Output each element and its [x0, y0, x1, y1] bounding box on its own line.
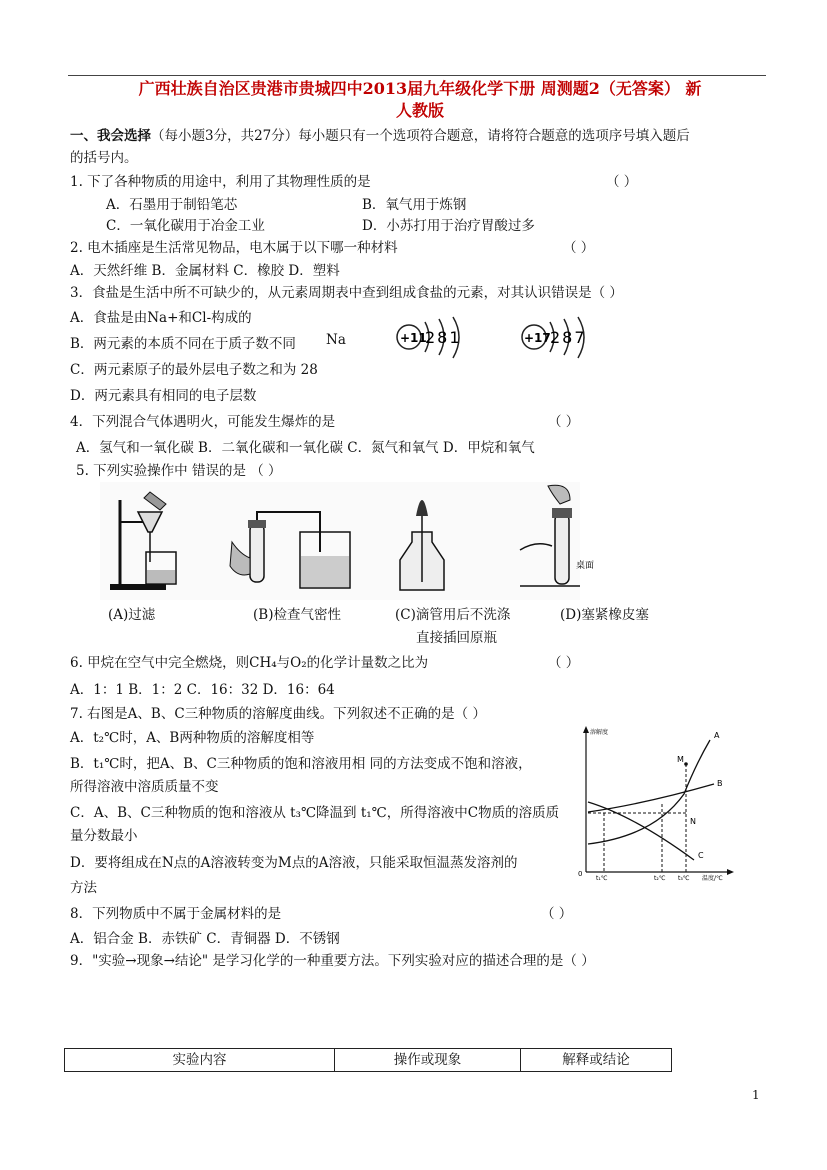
- curve-a-label: A: [714, 731, 720, 740]
- document-title: [70, 78, 770, 122]
- point-n-label: N: [690, 817, 696, 826]
- page-number: 1: [752, 1088, 760, 1102]
- q7-option-c: C．A、B、C三种物质的饱和溶液从 t₃℃降温到 t₁℃，所得溶液中C物质的溶质质: [70, 805, 560, 821]
- sodium-atom-diagram: [395, 316, 475, 360]
- q6-answer-paren: （ ）: [548, 655, 580, 671]
- q1-option-d: D．小苏打用于治疗胃酸过多: [362, 218, 535, 234]
- q1-option-c: C．一氧化碳用于冶金工业: [106, 218, 265, 234]
- point-m-label: M: [677, 755, 684, 764]
- q1-stem: 1. 下了各种物质的用途中，利用了其物理性质的是: [70, 174, 371, 190]
- q7-option-b-cont: 所得溶液中溶质质量不变: [70, 779, 219, 795]
- point-m-marker: [684, 762, 688, 766]
- lab-operations-figure: [100, 482, 595, 600]
- q3-na-label: Na: [326, 332, 346, 348]
- sodium-electron-counts: 281: [425, 328, 462, 347]
- q7-option-d: D．要将组成在N点的A溶液转变为M点的A溶液，只能采取恒温蒸发溶剂的: [70, 855, 518, 871]
- q5-caption-d: (D)塞紧橡皮塞: [560, 607, 649, 623]
- t2-tick-label: t₂℃: [654, 875, 666, 882]
- sodium-nucleus-label: +11: [400, 331, 427, 345]
- section-instructions-cont: 的括号内。: [70, 150, 138, 166]
- q3-stem: 3．食盐是生活中所不可缺少的，从元素周期表中查到组成食盐的元素，对其认识错误是（ ）: [70, 285, 623, 301]
- q5-caption-c: (C)滴管用后不洗涤: [395, 607, 511, 623]
- q2-stem: 2. 电木插座是生活常见物品，电木属于以下哪一种材料: [70, 240, 398, 256]
- header-rule: [68, 75, 766, 76]
- t1-tick-label: t₁℃: [596, 875, 608, 882]
- q9-stem: 9．"实验→现象→结论" 是学习化学的一种重要方法。下列实验对应的描述合理的是（ ）: [70, 953, 595, 969]
- q1-answer-paren: （ ）: [606, 174, 638, 190]
- table-header-operation: 操作或现象: [335, 1049, 521, 1071]
- desk-label: 桌面: [576, 561, 595, 571]
- q9-table: [64, 1048, 672, 1072]
- q8-answer-paren: （ ）: [541, 906, 573, 922]
- q4-answer-paren: （ ）: [548, 414, 580, 430]
- section-heading-line: [70, 124, 690, 144]
- q4-stem: 4．下列混合气体遇明火，可能发生爆炸的是: [70, 414, 336, 430]
- chlorine-electron-counts: 287: [550, 328, 587, 347]
- curve-a: [588, 740, 710, 844]
- q7-option-a: A．t₂℃时，A、B两种物质的溶解度相等: [70, 730, 315, 746]
- table-header-conclusion: 解释或结论: [562, 1052, 630, 1068]
- chlorine-nucleus-label: +17: [524, 331, 551, 345]
- section-instructions: （每小题3分，共27分）每小题只有一个选项符合题意，请将符合题意的选项序号填入题后: [151, 128, 690, 144]
- graph-origin-label: 0: [578, 870, 583, 878]
- q5-caption-a: (A)过滤: [108, 607, 156, 623]
- graph-y-label: 溶解度: [590, 729, 609, 736]
- solubility-curve-graph: [574, 724, 736, 880]
- q1-option-a: A．石墨用于制铅笔芯: [106, 197, 238, 213]
- q8-options: A．铝合金 B．赤铁矿 C．青铜器 D．不锈钢: [70, 931, 340, 947]
- q6-options: A．1：1 B．1：2 C．16：32 D．16：64: [70, 682, 335, 698]
- chlorine-atom-diagram: [520, 316, 600, 360]
- q3-option-a: A．食盐是由Na+和Cl-构成的: [70, 310, 252, 326]
- q7-option-d-cont: 方法: [70, 880, 97, 896]
- q5-caption-b: (B)检查气密性: [253, 607, 341, 623]
- q3-option-d: D．两元素具有相同的电子层数: [70, 388, 257, 404]
- q7-option-c-cont: 量分数最小: [70, 828, 138, 844]
- curve-b: [588, 784, 714, 812]
- curve-b-label: B: [717, 779, 723, 788]
- graph-x-label: 温度/℃: [702, 875, 723, 882]
- t3-tick-label: t₃℃: [678, 875, 690, 882]
- q7-option-b: B．t₁℃时，把A、B、C三种物质的饱和溶液用相 同的方法变成不饱和溶液，: [70, 756, 532, 772]
- q5-caption-c-line2: 直接插回原瓶: [416, 630, 497, 646]
- q3-option-b: B．两元素的本质不同在于质子数不同: [70, 336, 296, 352]
- title-line-2: 人教版: [395, 101, 444, 120]
- table-header-content: 实验内容: [65, 1049, 335, 1071]
- q3-option-c: C．两元素原子的最外层电子数之和为 28: [70, 362, 318, 378]
- title-line-1: 广西壮族自治区贵港市贵城四中2013届九年级化学下册 周测题2（无答案） 新: [138, 79, 702, 98]
- q8-stem: 8．下列物质中不属于金属材料的是: [70, 906, 282, 922]
- q6-stem: 6. 甲烷在空气中完全燃烧，则CH₄与O₂的化学计量数之比为: [70, 655, 429, 671]
- q5-stem: 5. 下列实验操作中 错误的是 （ ）: [76, 463, 282, 479]
- section-heading: 一、我会选择: [70, 128, 151, 144]
- q2-answer-paren: （ ）: [563, 240, 595, 256]
- q2-options: A．天然纤维 B．金属材料 C．橡胶 D．塑料: [70, 263, 340, 279]
- q7-stem: 7. 右图是A、B、C三种物质的溶解度曲线。下列叙述不正确的是（ ）: [70, 706, 486, 722]
- curve-c-label: C: [698, 851, 704, 860]
- q4-options: A．氢气和一氧化碳 B．二氧化碳和一氧化碳 C．氮气和氧气 D．甲烷和氧气: [76, 440, 535, 456]
- q1-option-b: B．氧气用于炼钢: [362, 197, 467, 213]
